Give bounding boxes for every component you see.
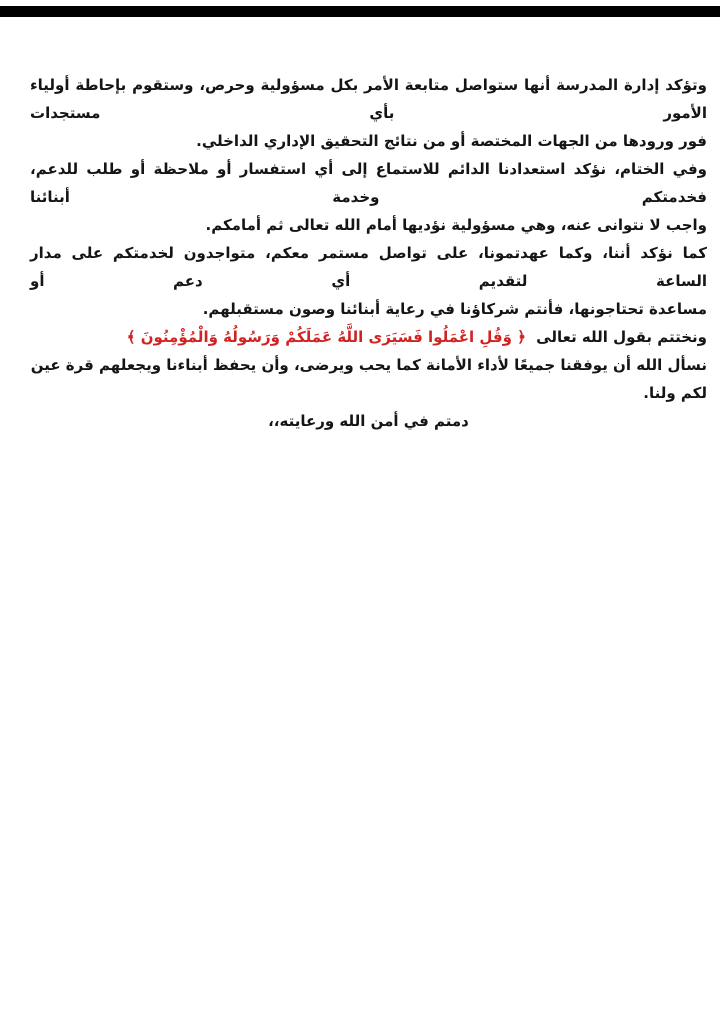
paragraph2-line2: واجب لا نتوانى عنه، وهي مسؤولية نؤديها أمام الله تعالى ثم أمامكم. — [205, 216, 707, 234]
quran-verse-line — [30, 323, 707, 351]
quran-verse-text: ﴿ وَقُلِ اعْمَلُوا فَسَيَرَى اللَّهُ عَمَلَكُمْ وَرَسُولُهُ وَالْمُؤْمِنُونَ ﴾ — [126, 328, 526, 346]
paragraph1-line2: فور ورودها من الجهات المختصة أو من نتائج التحقيق الإداري الداخلي. — [196, 132, 707, 150]
closing-line: دمتم في أمن الله ورعايته،، — [268, 412, 469, 430]
paragraph3-line2: مساعدة تحتاجونها، فأنتم شركاؤنا في رعاية أبنائنا وصون مستقبلهم. — [202, 300, 707, 318]
top-border-bar — [0, 6, 720, 17]
paragraph2-line1: وفي الختام، نؤكد استعدادنا الدائم للاستماع إلى أي استفسار أو ملاحظة أو طلب للدعم، فخدمتكم وخدمة أبنائنا — [30, 160, 707, 206]
dua-line: نسأل الله أن يوفقنا جميعًا لأداء الأمانة كما يحب ويرضى، وأن يحفظ أبناءنا ويجعلهم قرة عين لكم ولنا. — [30, 356, 707, 402]
paragraph3-line1: كما نؤكد أننا، وكما عهدتمونا، على تواصل مستمر معكم، متواجدون لخدمتكم على مدار الساعة لتقديم أي دعم أو — [30, 244, 707, 290]
paragraph1-line1: وتؤكد إدارة المدرسة أنها ستواصل متابعة الأمر بكل مسؤولية وحرص، وستقوم بإحاطة أولياء الأمور بأي مستجدات — [30, 76, 707, 122]
letter-body — [30, 71, 707, 435]
quran-verse-intro: ونختتم بقول الله تعالى — [536, 328, 707, 346]
